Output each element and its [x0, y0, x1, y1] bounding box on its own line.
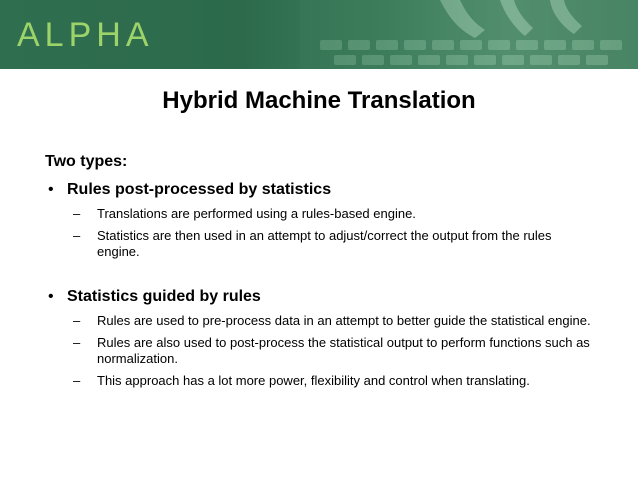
sub-item — [45, 373, 597, 389]
dash-icon: – — [73, 373, 81, 388]
bullet-dot-icon: • — [48, 181, 54, 198]
bullet-item — [45, 179, 605, 201]
bullet-text: Statistics guided by rules — [67, 288, 261, 305]
sub-item-text: Rules are used to pre-process data in an attempt to better guide the statistical engine. — [97, 313, 591, 328]
dash-icon: – — [73, 313, 81, 328]
logo-text: ALPHA — [17, 16, 154, 54]
logo — [17, 16, 154, 54]
sub-item — [45, 335, 597, 367]
sub-item-text: Statistics are then used in an attempt to adjust/correct the output from the rules engine. — [97, 228, 552, 259]
section-spacer — [45, 266, 605, 286]
dash-icon: – — [73, 335, 81, 350]
sub-item-text: Translations are performed using a rules-based engine. — [97, 206, 416, 221]
subheading: Two types: — [45, 153, 128, 170]
keyboard-hands-image — [300, 0, 638, 69]
dash-icon: – — [73, 206, 81, 221]
sub-item-text: Rules are also used to post-process the statistical output to perform functions such as normalization. — [97, 335, 590, 366]
sub-item — [45, 206, 597, 222]
slide-content — [45, 151, 605, 395]
bullet-item — [45, 286, 605, 308]
header-banner — [0, 0, 638, 69]
bullet-dot-icon: • — [48, 288, 54, 305]
sub-item — [45, 313, 597, 329]
bullet-text: Rules post-processed by statistics — [67, 181, 332, 198]
sub-item-text: This approach has a lot more power, flexibility and control when translating. — [97, 373, 530, 388]
sub-item — [45, 228, 597, 260]
slide-title: Hybrid Machine Translation — [162, 87, 476, 114]
dash-icon: – — [73, 228, 81, 243]
